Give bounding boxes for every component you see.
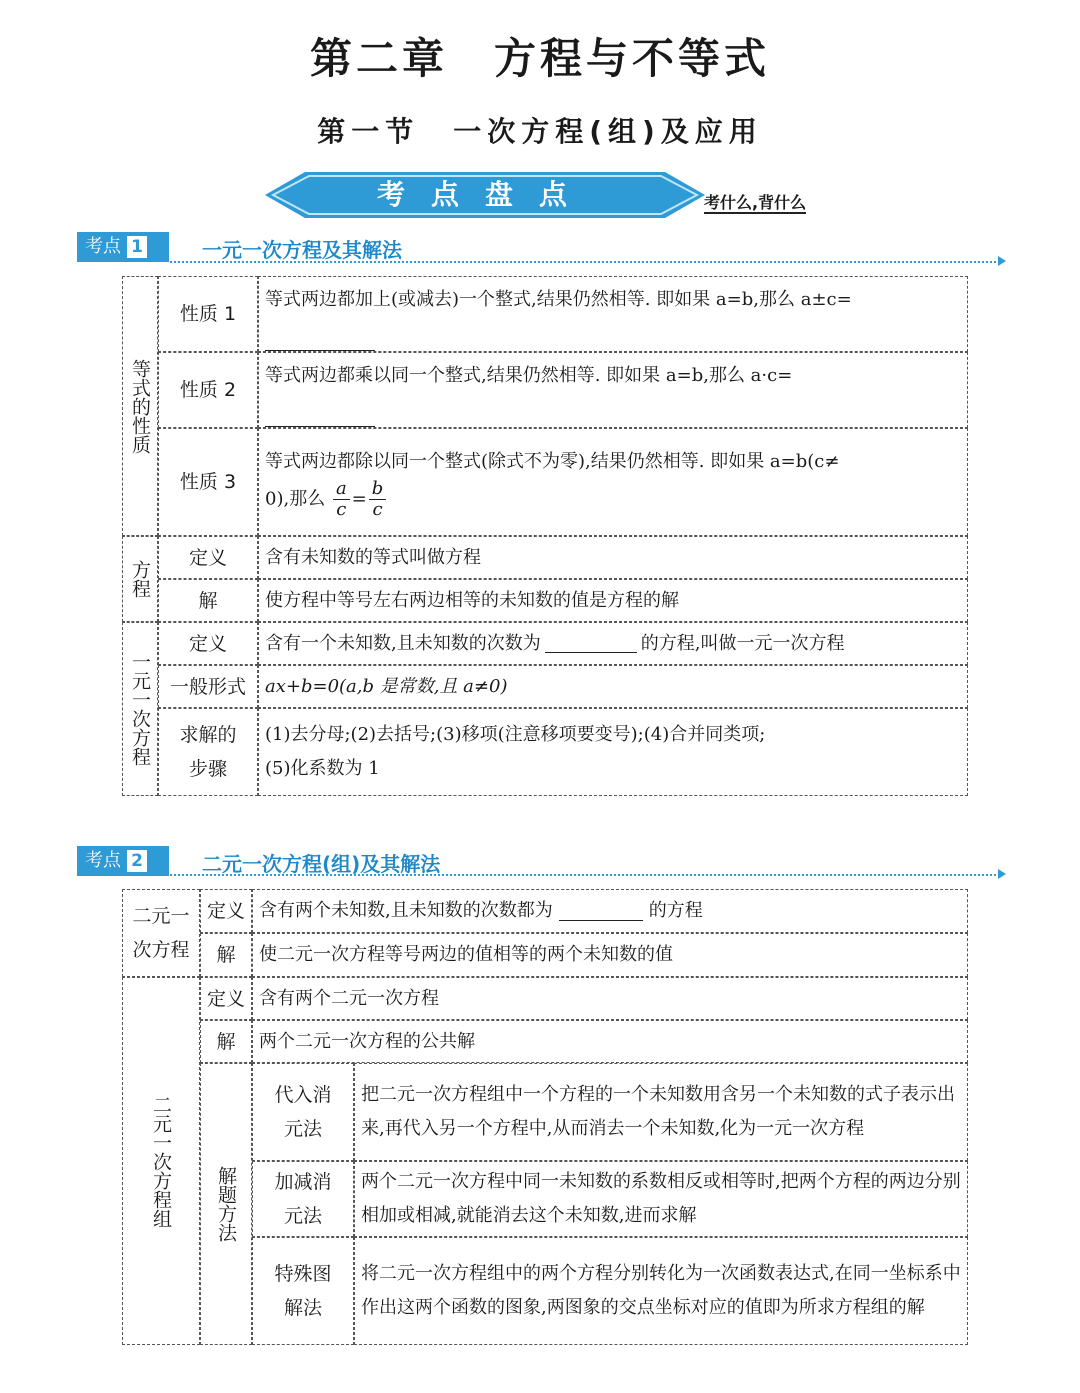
kd2-def-text: 含有两个未知数,且未知数的次数都为 的方程	[252, 889, 968, 933]
kd1-lin-def-text: 含有一个未知数,且未知数的次数为 的方程,叫做一元一次方程	[258, 622, 968, 665]
kd1-badge-number: 1	[127, 236, 147, 258]
kd1-lin-form-label: 一般形式	[158, 665, 258, 708]
kd2-divider	[170, 874, 1000, 876]
kd1-p3-frac-b: $\frac{b}{c}$	[369, 479, 387, 520]
section-title: 第一节 一次方程(组)及应用	[317, 115, 763, 148]
kd1-title: 一元一次方程及其解法	[202, 238, 402, 262]
kd1-p2-label: 性质 2	[158, 352, 258, 428]
kd2-title: 二元一次方程(组)及其解法	[202, 852, 441, 876]
kd1-p3-text: 等式两边都除以同一个整式(除式不为零),结果仍然相等. 即如果 a=b(c≠ 0),那么 $\frac{a}{c}$ = $\frac{b}{c}$	[258, 428, 968, 536]
kd1-p3-frac-a: $\frac{a}{c}$	[333, 479, 350, 520]
kd1-p2-blank[interactable]	[265, 408, 375, 427]
kd1-eq-def-label: 定义	[158, 536, 258, 579]
kd1-p2-text: 等式两边都乘以同一个整式,结果仍然相等. 即如果 a=b,那么 a·c=	[258, 352, 968, 428]
kd2-methods-label: 解题方法	[200, 1063, 252, 1345]
kd2-badge-number: 2	[127, 850, 147, 872]
kd2-sol-text: 使二元一次方程等号两边的值相等的两个未知数的值	[252, 933, 968, 977]
kd2-m3-label: 特殊图 解法	[252, 1237, 354, 1345]
kd2-sys-def-text: 含有两个二元一次方程	[252, 977, 968, 1020]
chapter-title: 第二章 方程与不等式	[309, 34, 770, 83]
kd2-sys-def-label: 定义	[200, 977, 252, 1020]
kd1-p1-label: 性质 1	[158, 276, 258, 352]
kd1-eq-def-text: 含有未知数的等式叫做方程	[258, 536, 968, 579]
kd2-m2-label: 加减消 元法	[252, 1161, 354, 1237]
kd1-badge	[77, 232, 169, 262]
kd2-m3-text: 将二元一次方程组中的两个方程分别转化为一次函数表达式,在同一坐标系中作出这两个函数的图象,两图象的交点坐标对应的值即为所求方程组的解	[354, 1237, 968, 1345]
kd2-badge-label: 考点	[85, 850, 121, 871]
kd2-m1-text: 把二元一次方程组中一个方程的一个未知数用含另一个未知数的式子表示出来,再代入另一个方程中,从而消去一个未知数,化为一元一次方程	[354, 1063, 968, 1161]
kd1-eq-sol-text: 使方程中等号左右两边相等的未知数的值是方程的解	[258, 579, 968, 622]
kd1-p1-blank[interactable]	[265, 332, 375, 351]
kd2-m2-text: 两个二元一次方程中同一未知数的系数相反或相等时,把两个方程的两边分别相加或相减,就能消去这个未知数,进而求解	[354, 1161, 968, 1237]
kd2-group-equation: 二元一 次方程	[122, 889, 200, 977]
kd1-eq-sol-label: 解	[158, 579, 258, 622]
kd1-p3-label: 性质 3	[158, 428, 258, 536]
kd2-badge	[77, 846, 169, 876]
kd2-sol-label: 解	[200, 933, 252, 977]
kd1-lin-steps-text: (1)去分母;(2)去括号;(3)移项(注意移项要变号);(4)合并同类项; (5)化系数为 1	[258, 708, 968, 796]
kd1-arrow-icon	[998, 256, 1006, 266]
kd1-p1-text: 等式两边都加上(或减去)一个整式,结果仍然相等. 即如果 a=b,那么 a±c=	[258, 276, 968, 352]
kd2-sys-sol-label: 解	[200, 1020, 252, 1063]
kd2-sys-sol-text: 两个二元一次方程的公共解	[252, 1020, 968, 1063]
kd1-group-equation: 方程	[122, 536, 158, 622]
kd2-group-system: 二元一次方程组	[122, 977, 200, 1345]
kd1-lin-steps-label: 求解的 步骤	[158, 708, 258, 796]
kd1-divider	[170, 261, 1000, 263]
kd2-m1-label: 代入消 元法	[252, 1063, 354, 1161]
banner-title: 考点盘点	[376, 178, 593, 211]
kd1-lin-form-text: ax+b=0(a,b 是常数,且 a≠0)	[258, 665, 968, 708]
banner-side-note: 考什么,背什么	[704, 193, 807, 212]
kd1-lin-blank[interactable]	[545, 634, 637, 653]
kd1-lin-def-label: 定义	[158, 622, 258, 665]
kd2-arrow-icon	[998, 869, 1006, 879]
kd1-group-linear: 一元一次方程	[122, 622, 158, 796]
kd2-def-label: 定义	[200, 889, 252, 933]
kd1-badge-label: 考点	[85, 236, 121, 257]
kd1-group-equality: 等式的性质	[122, 276, 158, 536]
kd2-def-blank[interactable]	[559, 902, 643, 921]
